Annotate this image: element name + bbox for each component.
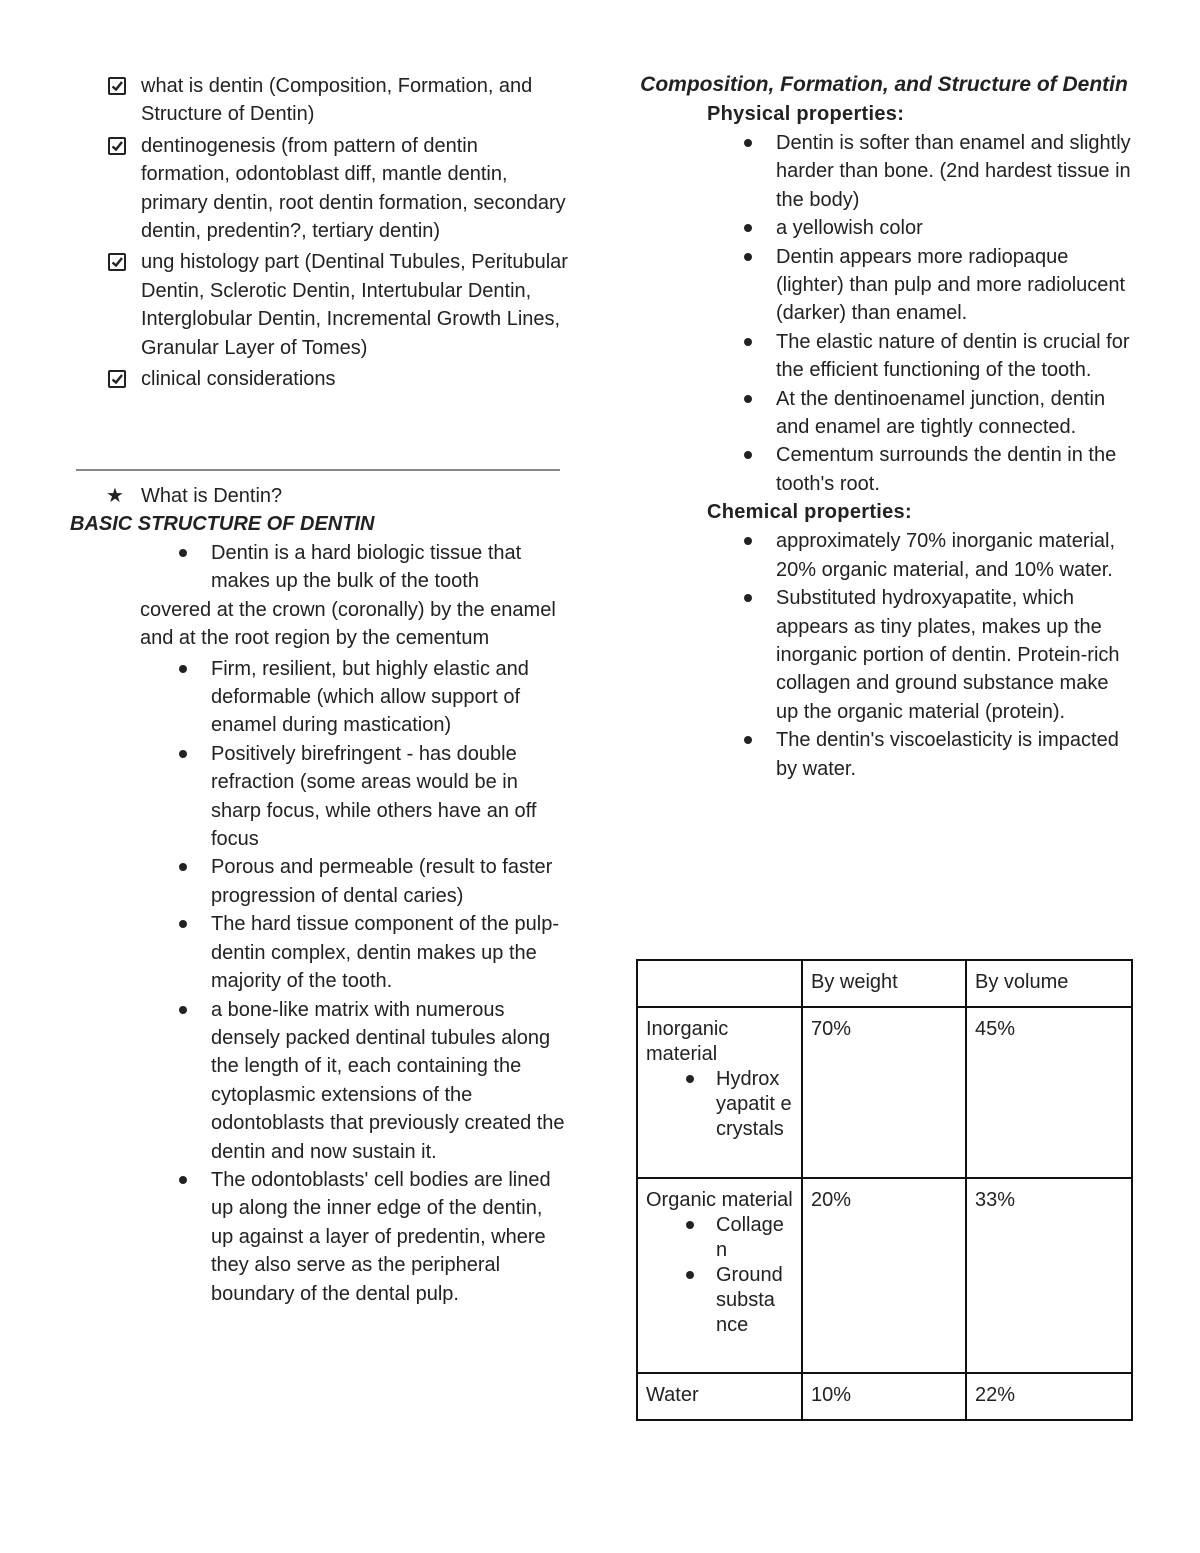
bullet-icon <box>744 736 752 744</box>
horizontal-divider <box>76 469 560 471</box>
table-cell: 20% <box>802 1178 966 1373</box>
list-item-text: Dentin is a hard biologic tissue that makes up the bulk of the tooth <box>211 542 522 593</box>
bullet-icon <box>744 338 752 346</box>
bullet-icon <box>744 451 752 459</box>
list-item-text: The dentin's viscoelasticity is impacted by water. <box>776 729 1119 780</box>
cell-list-text: Ground substa nce <box>716 1264 783 1336</box>
composition-table <box>636 959 1133 1421</box>
table-cell: 33% <box>966 1178 1132 1373</box>
list-item <box>636 328 1136 385</box>
list-item <box>636 584 1136 726</box>
cell-list-item <box>646 1213 793 1263</box>
table-header-row <box>637 960 1132 1007</box>
bullet-icon <box>744 594 752 602</box>
list-item <box>636 527 1136 584</box>
todo-text: ung histology part (Dentinal Tubules, Peritubular Dentin, Sclerotic Dentin, Intertubular Dentin, Interglobular Dentin, Incremental Growth Lines, Granular Layer of Tomes) <box>141 251 568 359</box>
checked-box-icon[interactable] <box>108 370 126 388</box>
list-item <box>636 243 1136 328</box>
table-cell <box>637 1178 802 1373</box>
section-title: Composition, Formation, and Structure of Dentin <box>640 73 1128 96</box>
todo-text: clinical considerations <box>141 368 336 391</box>
list-item-text: approximately 70% inorganic material, 20% organic material, and 10% water. <box>776 530 1116 581</box>
table-cell: 10% <box>802 1373 966 1420</box>
todo-item <box>70 132 570 246</box>
list-item-text: At the dentinoenamel junction, dentin and enamel are tightly connected. <box>776 387 1106 439</box>
checked-box-icon[interactable] <box>108 137 126 155</box>
table-cell <box>637 1007 802 1178</box>
table-row <box>637 1007 1132 1178</box>
todo-text: what is dentin (Composition, Formation, and Structure of Dentin) <box>141 75 533 126</box>
list-item-text: Substituted hydroxyapatite, which appears as tiny plates, makes up the inorganic portion of dentin. Protein-rich collagen and ground substance make up the organic material (protein). <box>776 587 1120 723</box>
bullet-icon <box>179 665 187 673</box>
list-item-text: The elastic nature of dentin is crucial for the efficient functioning of the tooth. <box>776 330 1130 382</box>
list-item <box>70 910 570 995</box>
list-item-text: a yellowish color <box>776 217 923 240</box>
bullet-icon <box>686 1221 694 1229</box>
table-header-cell: By volume <box>966 960 1132 1007</box>
todo-item <box>70 72 570 129</box>
list-item <box>636 214 1136 242</box>
list-item <box>70 539 570 653</box>
physical-properties-list <box>636 129 1136 498</box>
cell-list-text: Collage n <box>716 1214 784 1261</box>
bullet-icon <box>179 750 187 758</box>
chemical-properties-list <box>636 527 1136 783</box>
bullet-icon <box>179 920 187 928</box>
physical-properties-heading: Physical properties: <box>707 103 905 125</box>
star-item-text: What is Dentin? <box>141 485 283 507</box>
cell-list-item <box>646 1067 793 1142</box>
list-item <box>636 726 1136 783</box>
row-label: Organic material <box>646 1189 793 1211</box>
bullet-icon <box>179 1006 187 1014</box>
checked-box-icon[interactable] <box>108 77 126 95</box>
todo-item <box>70 365 570 393</box>
cell-list-item <box>646 1263 793 1338</box>
table-header-cell <box>637 960 802 1007</box>
table-cell: 22% <box>966 1373 1132 1420</box>
bullet-icon <box>686 1271 694 1279</box>
row-label: Inorganic material <box>646 1018 729 1065</box>
basic-structure-list <box>70 539 570 1308</box>
list-item-continuation: covered at the crown (coronally) by the enamel and at the root region by the cementum <box>140 598 556 650</box>
list-item <box>70 655 570 740</box>
right-column <box>636 70 1136 783</box>
cell-list-text: Hydrox yapatit e crystals <box>716 1068 792 1140</box>
list-item <box>636 441 1136 498</box>
list-item-text: Dentin is softer than enamel and slightly harder than bone. (2nd hardest tissue in the body) <box>776 132 1131 211</box>
list-item <box>70 1166 570 1308</box>
list-item-text: The hard tissue component of the pulp-dentin complex, dentin makes up the majority of the tooth. <box>211 913 559 993</box>
list-item <box>636 385 1136 442</box>
table-cell: 45% <box>966 1007 1132 1178</box>
bullet-icon <box>744 395 752 403</box>
bullet-icon <box>744 224 752 232</box>
list-item <box>70 740 570 854</box>
bullet-icon <box>744 537 752 545</box>
list-item-text: Cementum surrounds the dentin in the tooth's root. <box>776 444 1117 495</box>
list-item <box>70 853 570 910</box>
left-column <box>70 72 570 1305</box>
bullet-icon <box>744 139 752 147</box>
basic-structure-heading: BASIC STRUCTURE OF DENTIN <box>70 513 375 535</box>
bullet-icon <box>179 1176 187 1184</box>
table-row <box>637 1373 1132 1420</box>
list-item <box>636 129 1136 214</box>
chemical-properties-heading: Chemical properties: <box>707 501 912 524</box>
checked-box-icon[interactable] <box>108 253 126 271</box>
list-item-text: The odontoblasts' cell bodies are lined up along the inner edge of the dentin, up against a layer of predentin, where they also serve as the peripheral boundary of the dental pulp. <box>211 1168 551 1305</box>
list-item-text: Porous and permeable (result to faster progression of dental caries) <box>211 856 553 907</box>
star-list-item <box>70 482 282 510</box>
list-item-text: Firm, resilient, but highly elastic and deformable (which allow support of enamel during mastication) <box>211 657 529 737</box>
list-item-text: Positively birefringent - has double refraction (some areas would be in sharp focus, while others have an off focus <box>211 742 537 851</box>
table-header-cell: By weight <box>802 960 966 1007</box>
bullet-icon <box>179 549 187 557</box>
list-item-text: a bone-like matrix with numerous densely packed dentinal tubules along the length of it, each containing the cytoplasmic extensions of the odontoblasts that previously created the dentin and now sustain it. <box>211 998 565 1163</box>
bullet-icon <box>179 863 187 871</box>
bullet-icon <box>686 1075 694 1083</box>
bullet-icon <box>744 253 752 261</box>
todo-item <box>70 248 570 362</box>
table-row <box>637 1178 1132 1373</box>
todo-text: dentinogenesis (from pattern of dentin formation, odontoblast diff, mantle dentin, primary dentin, root dentin formation, secondary dentin, predentin?, tertiary dentin) <box>141 134 566 243</box>
star-icon: ★ <box>106 485 124 507</box>
table-cell: Water <box>637 1373 802 1420</box>
table-cell: 70% <box>802 1007 966 1178</box>
list-item <box>70 996 570 1166</box>
list-item-text: Dentin appears more radiopaque (lighter) than pulp and more radiolucent (darker) than enamel. <box>776 245 1126 325</box>
